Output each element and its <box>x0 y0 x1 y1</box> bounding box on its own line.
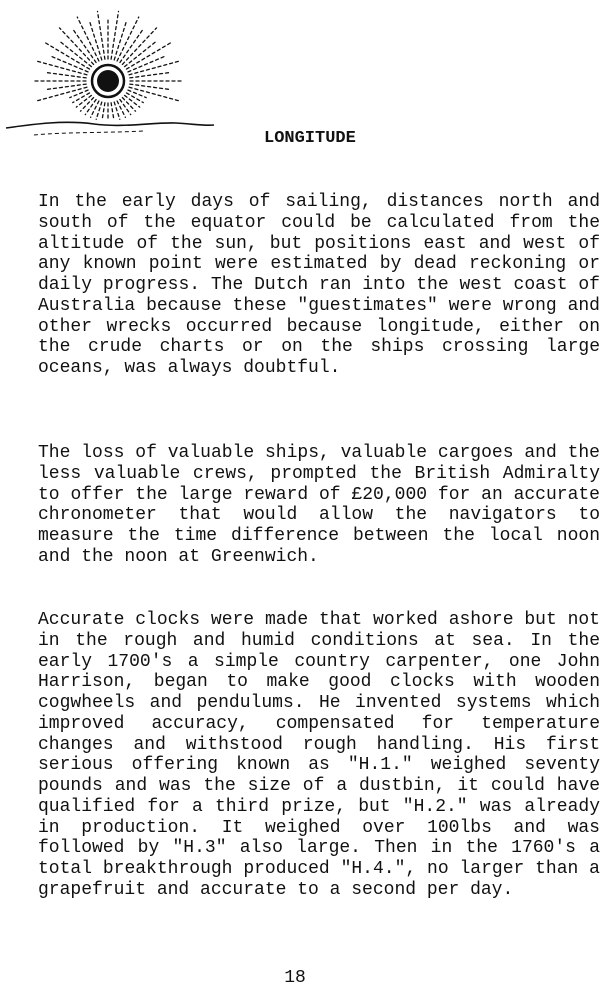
sun-ray <box>102 103 105 121</box>
sun-ray <box>122 28 156 65</box>
sun-ray <box>111 11 118 59</box>
sun-ray <box>85 100 96 115</box>
sun-ray <box>127 93 144 103</box>
sun-ray <box>96 102 102 119</box>
sun-ray <box>77 17 99 61</box>
sun-ray <box>117 17 139 61</box>
sun-ray <box>73 93 90 103</box>
sun-ray <box>60 28 94 65</box>
page-title: LONGITUDE <box>264 129 356 148</box>
paragraph: The loss of valuable ships, valuable cargoes and the less valuable crews, prompted the British Admiralty to offer the large reward of £20,000 for an accurate chronometer that would allow the navigators to measure the time difference between the local noon and the noon at Greenwich. <box>38 443 600 567</box>
sun-ray <box>76 95 91 107</box>
sun-ray <box>125 95 140 107</box>
sun-ray <box>122 98 135 112</box>
page-number: 18 <box>284 968 306 988</box>
paragraph: Accurate clocks were made that worked ashore but not in the rough and humid conditions at sea. In the early 1700's a simple country carpenter, one John Harrison, began to make good clocks with wooden cogwheels and pendulums. He invented systems which improved accuracy, compensated for temperature changes and withstood rough handling. His first serious offering known as "H.1." weighed seventy pounds and was the size of a dustbin, it could have qualified for a third prize, but "H.2." was already in production. It weighed over 100lbs and was followed by "H.3" also large. Then in the 1760's a total breakthrough produced "H.4.", no larger than a grapefruit and accurate to a second per day. <box>38 610 600 900</box>
sun-ray <box>98 11 105 59</box>
sun-ray <box>120 100 131 115</box>
sun-ray <box>111 103 114 121</box>
sun-ray <box>114 102 120 119</box>
sun-rays-icon <box>4 2 216 147</box>
paragraph: In the early days of sailing, distances north and south of the equator could be calculated from the altitude of the sun, but positions east and west of any known point were estimated by dead reckoning or daily progress. The Dutch ran into the west coast of Australia because these "guestimates" were wrong and other wrecks occurred because longitude, either on the crude charts or on the ships crossing large oceans, was always doubtful. <box>38 192 600 378</box>
sun-ray <box>81 98 94 112</box>
